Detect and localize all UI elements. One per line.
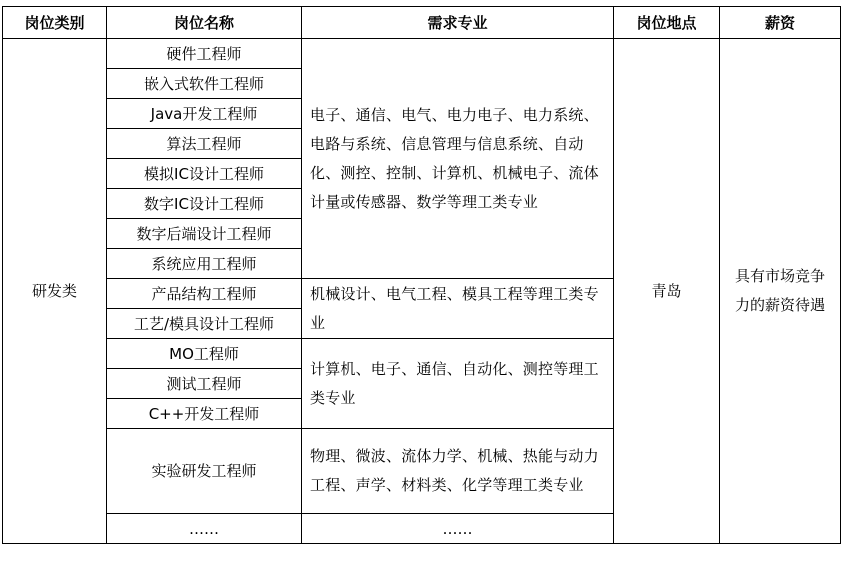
major-cell: …… [302, 514, 614, 544]
position-cell: C++开发工程师 [107, 399, 302, 429]
position-cell: 嵌入式软件工程师 [107, 69, 302, 99]
position-cell: 硬件工程师 [107, 39, 302, 69]
position-cell: Java开发工程师 [107, 99, 302, 129]
position-cell: 模拟IC设计工程师 [107, 159, 302, 189]
major-cell: 计算机、电子、通信、自动化、测控等理工类专业 [302, 339, 614, 429]
header-salary: 薪资 [720, 7, 841, 39]
header-category: 岗位类别 [3, 7, 107, 39]
header-major: 需求专业 [302, 7, 614, 39]
major-cell: 物理、微波、流体力学、机械、热能与动力工程、声学、材料类、化学等理工类专业 [302, 429, 614, 514]
header-row [3, 7, 841, 39]
header-position: 岗位名称 [107, 7, 302, 39]
major-cell: 电子、通信、电气、电力电子、电力系统、电路与系统、信息管理与信息系统、自动化、测控、控制、计算机、机械电子、流体计量或传感器、数学等理工类专业 [302, 39, 614, 279]
position-cell: 测试工程师 [107, 369, 302, 399]
header-location: 岗位地点 [614, 7, 720, 39]
location-cell: 青岛 [614, 39, 720, 544]
position-cell: MO工程师 [107, 339, 302, 369]
position-cell: 系统应用工程师 [107, 249, 302, 279]
position-cell: 实验研发工程师 [107, 429, 302, 514]
position-cell: 工艺/模具设计工程师 [107, 309, 302, 339]
position-cell: 数字后端设计工程师 [107, 219, 302, 249]
salary-cell: 具有市场竞争力的薪资待遇 [720, 39, 841, 544]
major-cell: 机械设计、电气工程、模具工程等理工类专业 [302, 279, 614, 339]
position-cell: 产品结构工程师 [107, 279, 302, 309]
table-row [3, 39, 841, 69]
positions-table [2, 6, 841, 544]
position-cell: 算法工程师 [107, 129, 302, 159]
position-cell: 数字IC设计工程师 [107, 189, 302, 219]
position-cell: …… [107, 514, 302, 544]
category-cell: 研发类 [3, 39, 107, 544]
